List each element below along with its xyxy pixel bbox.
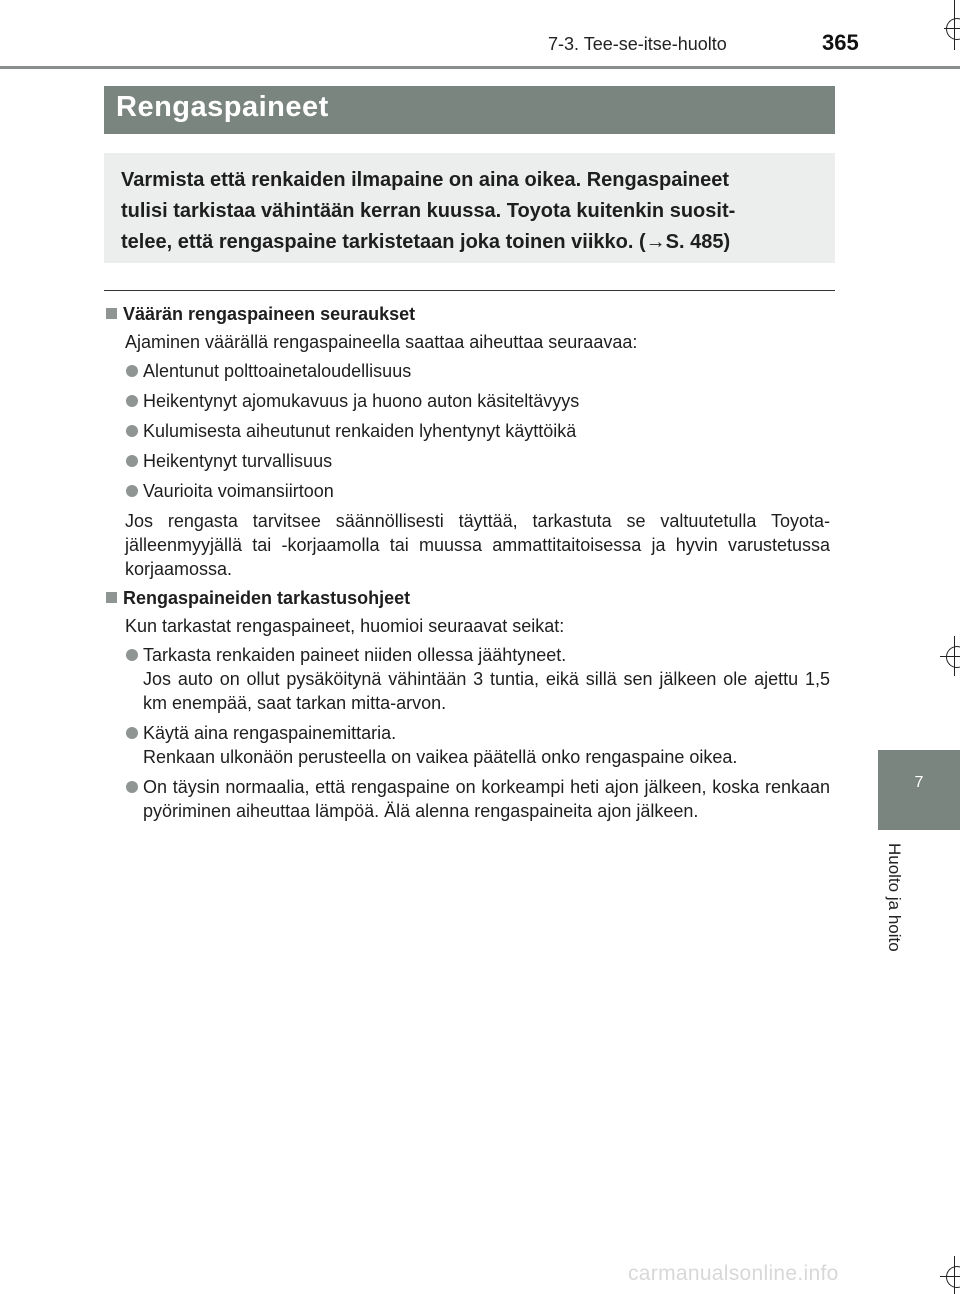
chapter-label: Huolto ja hoito <box>885 843 904 952</box>
bullet-dot-icon <box>126 781 138 793</box>
square-bullet-icon <box>106 308 117 319</box>
watermark: carmanualsonline.info <box>628 1262 839 1285</box>
list-item <box>106 419 830 443</box>
title-bar <box>104 86 835 134</box>
list-item-text: Heikentynyt ajomukavuus ja huono auton käsiteltävyys <box>143 391 580 411</box>
list-item <box>106 643 830 715</box>
list-item <box>106 359 830 383</box>
header-rule <box>0 66 960 69</box>
main-content <box>106 302 830 829</box>
list-item-text: Heikentynyt turvallisuus <box>143 451 333 471</box>
list-item-detail: Jos auto on ollut pysäköitynä vähintään 3 tuntia, eikä sillä sen jälkeen ole ajettu 1,5 km enempää, saat tarkan mitta-arvon. <box>143 669 830 713</box>
section-heading <box>106 586 830 610</box>
bullet-dot-icon <box>126 485 138 497</box>
chapter-number: 7 <box>914 774 924 791</box>
page-title: Rengaspaineet <box>116 91 329 123</box>
intro-line-1: Varmista että renkaiden ilmapaine on aina oikea. Rengaspaineet <box>121 169 730 191</box>
section-heading <box>106 302 830 326</box>
intro-line-3-text: telee, että rengaspaine tarkistetaan joka toinen viikko. ( <box>121 231 646 253</box>
bullet-dot-icon <box>126 727 138 739</box>
square-bullet-icon <box>106 592 117 603</box>
section-heading-text: Väärän rengaspaineen seuraukset <box>123 304 416 324</box>
content-rule <box>104 290 835 291</box>
intro-line-3 <box>121 227 821 258</box>
page-number: 365 <box>822 30 859 55</box>
intro-line-2: tulisi tarkistaa vähintään kerran kuussa. Toyota kuitenkin suosit- <box>121 200 736 222</box>
bullet-dot-icon <box>126 649 138 661</box>
list-item-text: Alentunut polttoainetaloudellisuus <box>143 361 412 381</box>
intro-box <box>104 153 835 263</box>
list-item-text: Käytä aina rengaspainemittaria. <box>143 723 397 743</box>
header-section-title: 7-3. Tee-se-itse-huolto <box>548 34 727 54</box>
section-heading-text: Rengaspaineiden tarkastusohjeet <box>123 588 411 608</box>
arrow-icon: → <box>645 231 666 253</box>
chapter-tab[interactable] <box>878 750 960 830</box>
list-item <box>106 775 830 823</box>
crop-mark-right-middle <box>940 636 960 676</box>
intro-text <box>121 165 821 258</box>
bullet-dot-icon <box>126 425 138 437</box>
list-item-text: On täysin normaalia, että rengaspaine on korkeampi heti ajon jälkeen, koska renkaan pyöriminen aiheuttaa lämpöä. Älä alenna rengaspaineita ajon jälkeen. <box>143 777 830 821</box>
bullet-dot-icon <box>126 365 138 377</box>
crop-mark-top-right <box>944 0 960 50</box>
list-item-text: Kulumisesta aiheutunut renkaiden lyhentynyt käyttöikä <box>143 421 577 441</box>
list-item-text: Tarkasta renkaiden paineet niiden ollessa jäähtyneet. <box>143 645 567 665</box>
crop-mark-bottom-right <box>940 1256 960 1294</box>
list-item-text: Vaurioita voimansiirtoon <box>143 481 334 501</box>
section-note: Jos rengasta tarvitsee säännöllisesti täyttää, tarkastuta se valtuutetulla Toyota-jälleenmyyjällä tai -korjaamolla tai muussa ammattitaitoisessa ja hyvin varustetussa korjaamossa. <box>125 511 830 579</box>
bullet-dot-icon <box>126 395 138 407</box>
page-reference-link[interactable]: S. 485) <box>665 231 731 253</box>
section-intro: Ajaminen väärällä rengaspaineella saattaa aiheuttaa seuraavaa: <box>125 332 638 352</box>
section-intro: Kun tarkastat rengaspaineet, huomioi seuraavat seikat: <box>125 616 565 636</box>
list-item <box>106 479 830 503</box>
list-item <box>106 389 830 413</box>
list-item-detail: Renkaan ulkonäön perusteella on vaikea päätellä onko rengaspaine oikea. <box>143 747 738 767</box>
list-item <box>106 721 830 769</box>
list-item <box>106 449 830 473</box>
bullet-dot-icon <box>126 455 138 467</box>
